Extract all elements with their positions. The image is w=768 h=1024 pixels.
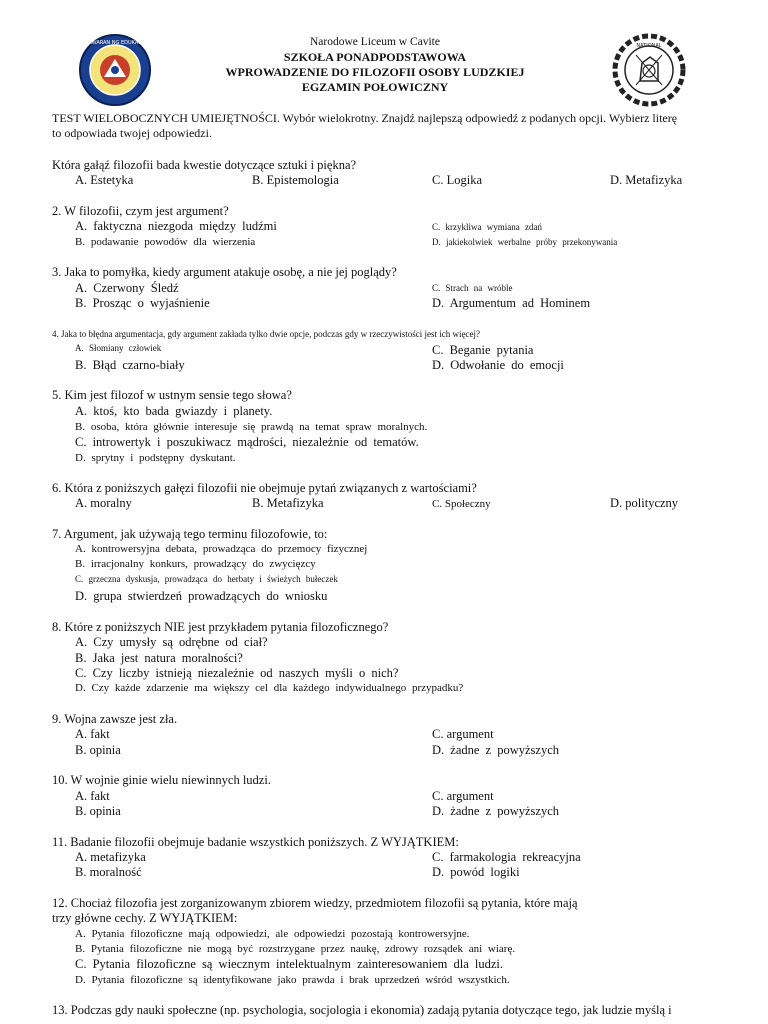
question-text: 4. Jaka to błędna argumentacja, gdy argument zakłada tylko dwie opcje, podczas gdy w rzeczywistości jest ich więcej? (52, 329, 481, 339)
question-text: 10. W wojnie ginie wielu niewinnych ludzi. (52, 773, 271, 787)
answer-option: C. Czy liczby istnieją niezależnie od naszych myśli o nich? (75, 666, 399, 680)
answer-option: A. fakt (75, 789, 110, 803)
answer-option: A. ktoś, kto bada gwiazdy i planety. (75, 404, 273, 418)
answer-option: C. farmakologia rekreacyjna (432, 850, 581, 864)
answer-option: D. powód logiki (432, 865, 520, 879)
answer-option: B. opinia (75, 743, 121, 757)
answer-option: A. Czerwony Śledź (75, 281, 179, 295)
answer-option: C. argument (432, 727, 494, 741)
answer-option: B. Jaka jest natura moralności? (75, 651, 243, 665)
answer-option: B. Prosząc o wyjaśnienie (75, 296, 210, 310)
answer-option: A. fakt (75, 727, 110, 741)
answer-option: A. metafizyka (75, 850, 146, 864)
answer-option: D. Odwołanie do emocji (432, 358, 564, 372)
question-text: 11. Badanie filozofii obejmuje badanie wszystkich poniższych. Z WYJĄTKIEM: (52, 835, 459, 849)
question-text: 5. Kim jest filozof w ustnym sensie tego słowa? (52, 388, 292, 402)
answer-option: A. Pytania filozoficzne mają odpowiedzi, ale odpowiedzi pozostają kontrowersyjne. (75, 928, 470, 940)
answer-option: C. Strach na wróble (432, 283, 513, 293)
answer-option: B. Pytania filozoficzne nie mogą być rozstrzygane przez naukę, zdrowy rozsądek ani wiarę. (75, 943, 516, 955)
answer-option: A. moralny (75, 496, 132, 510)
answer-option: A. Słomiany człowiek (75, 343, 162, 353)
answer-option: B. opinia (75, 804, 121, 818)
answer-option: C. Społeczny (432, 498, 491, 510)
answer-option: C. introwertyk i poszukiwacz mądrości, niezależnie od tematów. (75, 435, 419, 449)
answer-option: D. Metafizyka (610, 173, 683, 187)
answer-option: A. faktyczna niezgoda między ludźmi (75, 219, 277, 233)
question-text: 7. Argument, jak używają tego terminu filozofowie, to: (52, 527, 328, 541)
answer-option: C. argument (432, 789, 494, 803)
answer-option: D. grupa stwierdzeń prowadzących do wniosku (75, 589, 328, 603)
question-text: 6. Która z poniższych gałęzi filozofii nie obejmuje pytań związanych z wartościami? (52, 481, 477, 495)
answer-option: B. irracjonalny konkurs, prowadzący do zwycięzcy (75, 558, 316, 570)
answer-option: B. Błąd czarno-biały (75, 358, 185, 372)
instructions-line: TEST WIELOBOCZNYCH UMIEJĘTNOŚCI. Wybór wielokrotny. Znajdź najlepszą odpowiedź z podanych opcji. Wybierz literę (52, 111, 678, 125)
answer-option: D. Argumentum ad Hominem (432, 296, 591, 310)
answer-option: A. Estetyka (75, 173, 134, 187)
answer-option: C. Logika (432, 173, 482, 187)
exam-title: EGZAMIN POŁOWICZNY (301, 80, 449, 94)
question-text: 13. Podczas gdy nauki społeczne (np. psychologia, socjologia i ekonomia) zadają pytania dotyczące tego, jak ludzie myślą i (52, 1003, 672, 1017)
answer-option: D. polityczny (610, 496, 679, 510)
instructions-line: to odpowiada twojej odpowiedzi. (52, 126, 212, 140)
question-text: 2. W filozofii, czym jest argument? (52, 204, 229, 218)
question-text: 9. Wojna zawsze jest zła. (52, 712, 178, 726)
question-text: Która gałąź filozofii bada kwestie dotyczące sztuki i piękna? (52, 158, 357, 172)
question-text: 3. Jaka to pomyłka, kiedy argument atakuje osobę, a nie jej poglądy? (52, 265, 397, 279)
school-name: Narodowe Liceum w Cavite (310, 36, 440, 48)
answer-option: C. krzykliwa wymiana zdań (432, 222, 542, 232)
question-text: 8. Które z poniższych NIE jest przykładem pytania filozoficznego? (52, 620, 389, 634)
answer-option: D. jakiekolwiek werbalne próby przekonywania (432, 237, 618, 247)
deped-seal-logo (78, 33, 152, 107)
answer-option: B. osoba, która głównie interesuje się prawdą na temat spraw moralnych. (75, 421, 428, 433)
seal-text: KAGAWARAN NG EDUKASYON (78, 40, 152, 46)
answer-option: C. grzeczna dyskusja, prowadząca do herbaty i świeżych bułeczek (75, 574, 338, 584)
school-seal-logo (612, 33, 686, 107)
answer-option: C. Beganie pytania (432, 343, 534, 357)
answer-option: D. sprytny i podstępny dyskutant. (75, 452, 236, 464)
seal-text: NATIONAL (636, 43, 662, 49)
answer-option: D. Pytania filozoficzne są identyfikowane jako prawda i brak uprzedzeń wśród wszystkich. (75, 974, 510, 986)
answer-option: B. Epistemologia (252, 173, 339, 187)
answer-option: D. żadne z powyższych (432, 743, 560, 757)
answer-option: C. Pytania filozoficzne są wiecznym intelektualnym zainteresowaniem dla ludzi. (75, 957, 504, 971)
answer-option: B. Metafizyka (252, 496, 324, 510)
answer-option: A. kontrowersyjna debata, prowadząca do przemocy fizycznej (75, 543, 368, 555)
question-text: trzy główne cechy. Z WYJĄTKIEM: (52, 911, 238, 925)
school-level: SZKOŁA PONADPODSTAWOWA (283, 50, 467, 64)
answer-option: A. Czy umysły są odrębne od ciał? (75, 635, 268, 649)
question-text: 12. Chociaż filozofia jest zorganizowanym zbiorem wiedzy, przedmiotem filozofii są pytania, które mają (52, 896, 578, 910)
answer-option: D. Czy każde zdarzenie ma większy cel dla każdego indywidualnego przypadku? (75, 682, 464, 694)
answer-option: B. moralność (75, 865, 142, 879)
answer-option: B. podawanie powodów dla wierzenia (75, 236, 256, 248)
exam-subject: WPROWADZENIE DO FILOZOFII OSOBY LUDZKIEJ (225, 65, 525, 79)
answer-option: D. żadne z powyższych (432, 804, 560, 818)
